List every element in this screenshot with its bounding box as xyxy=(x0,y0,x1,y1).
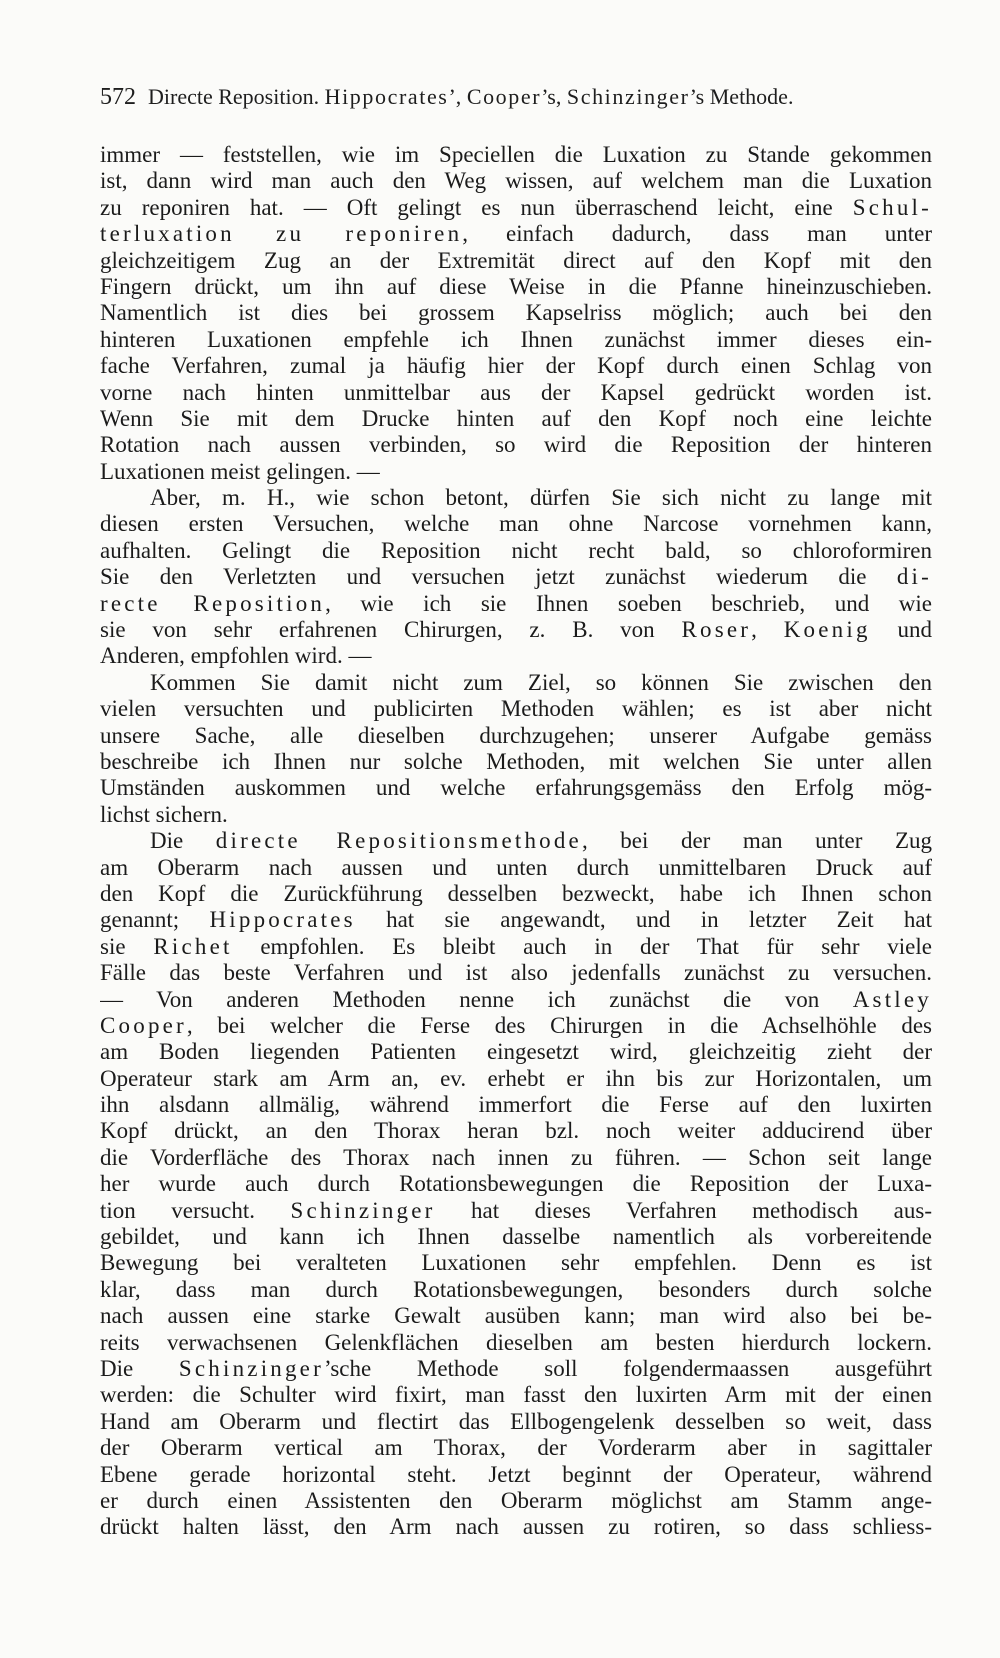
text-line xyxy=(100,459,932,485)
text-run: am Boden liegenden Patienten eingesetzt wird, gleichzeitig zieht der xyxy=(100,1039,932,1065)
spaced-emphasis: Richet xyxy=(153,933,233,959)
text-run: Sie den Verletzten und versuchen jetzt zunächst wiederum die xyxy=(100,564,897,590)
text-line xyxy=(100,907,932,933)
text-run: fache Verfahren, zumal ja häufig hier der Kopf durch einen Schlag von xyxy=(100,353,932,379)
text-run: drückt halten lässt, den Arm nach aussen zu rotiren, so dass schliess- xyxy=(100,1514,932,1540)
text-run: hinteren Luxationen empfehle ich Ihnen zunächst immer dieses ein- xyxy=(100,326,932,352)
header-segment: Cooper xyxy=(466,84,542,109)
text-run: , bei welcher die Ferse des Chirurgen in die Achselhöhle des xyxy=(186,1012,932,1038)
text-run: vielen versuchten und publicirten Methoden wählen; es ist aber nicht xyxy=(100,696,932,722)
text-line xyxy=(100,195,932,221)
text-line xyxy=(100,1488,932,1514)
text-run: Rotation nach aussen verbinden, so wird die Reposition der hinteren xyxy=(100,432,932,458)
spaced-emphasis: Cooper xyxy=(100,1012,187,1038)
text-run: — Von anderen Methoden nenne ich zunächst die von xyxy=(100,986,853,1012)
text-run: Operateur stark am Arm an, ev. erhebt er ihn bis zur Horizontalen, um xyxy=(100,1065,932,1091)
text-run: den Kopf die Zurückführung desselben bezweckt, habe ich Ihnen schon xyxy=(100,880,932,906)
text-run: , xyxy=(751,617,784,643)
text-run: unsere Sache, alle dieselben durchzugehen; unserer Aufgabe gemäss xyxy=(100,722,932,748)
text-line xyxy=(100,617,932,643)
text-line xyxy=(100,248,932,274)
text-line xyxy=(100,564,932,590)
text-line xyxy=(100,221,932,247)
header-segment: Hippocrates xyxy=(324,84,449,109)
text-line xyxy=(100,591,932,617)
text-line xyxy=(100,1330,932,1356)
text-run: der Oberarm vertical am Thorax, der Vorderarm aber in sagittaler xyxy=(100,1435,932,1461)
spaced-emphasis: recte Reposition xyxy=(100,590,326,616)
text-run: die Vorderfläche des Thorax nach innen zu führen. — Schon seit lange xyxy=(100,1144,932,1170)
text-run: , einfach dadurch, dass man unter xyxy=(462,221,932,247)
text-run: Die xyxy=(100,1355,179,1381)
text-line xyxy=(100,855,932,881)
text-run: tion versucht. xyxy=(100,1197,291,1223)
running-header xyxy=(100,82,915,112)
text-line xyxy=(100,142,932,168)
text-run: gebildet, und kann ich Ihnen dasselbe namentlich als vorbereitende xyxy=(100,1224,932,1250)
text-line xyxy=(100,1435,932,1461)
text-run: sie xyxy=(100,933,154,959)
spaced-emphasis: directe Repositionsmethode xyxy=(215,828,582,854)
text-run: hat sie angewandt, und in letzter Zeit hat xyxy=(355,907,932,933)
text-line xyxy=(100,327,932,353)
text-line xyxy=(100,432,932,458)
text-run: Die xyxy=(150,828,216,854)
spaced-emphasis: di- xyxy=(896,564,932,590)
text-line xyxy=(100,643,932,669)
text-run: aufhalten. Gelingt die Reposition nicht recht bald, so chloroformiren xyxy=(100,537,932,563)
text-line xyxy=(100,1462,932,1488)
text-run: Anderen, empfohlen wird. — xyxy=(100,643,372,669)
text-run: und xyxy=(870,617,932,643)
text-line xyxy=(100,1198,932,1224)
text-run: werden: die Schulter wird fixirt, man fasst den luxirten Arm mit der einen xyxy=(100,1382,932,1408)
text-run: nach aussen eine starke Gewalt ausüben kann; man wird also bei be- xyxy=(100,1303,932,1329)
text-line xyxy=(100,1303,932,1329)
text-run: genannt; xyxy=(100,907,210,933)
text-run: Ebene gerade horizontal steht. Jetzt beginnt der Operateur, während xyxy=(100,1461,932,1487)
header-segment: Schinzinger xyxy=(566,84,690,109)
text-line xyxy=(100,538,932,564)
text-line xyxy=(100,380,932,406)
spaced-emphasis: Koenig xyxy=(783,617,871,643)
running-title xyxy=(148,84,793,109)
text-line xyxy=(100,1514,932,1540)
text-run: zu reponiren hat. — Oft gelingt es nun überraschend leicht, eine xyxy=(100,194,853,220)
text-line xyxy=(100,934,932,960)
text-run: , bei der man unter Zug xyxy=(581,828,932,854)
text-line xyxy=(100,485,932,511)
text-run: Fingern drückt, um ihn auf diese Weise in die Pfanne hineinzuschieben. xyxy=(100,273,932,299)
text-line xyxy=(100,168,932,194)
text-line xyxy=(100,828,932,854)
spaced-emphasis: terluxation zu reponiren xyxy=(100,221,463,247)
text-line xyxy=(100,1118,932,1144)
text-run: er durch einen Assistenten den Oberarm möglichst am Stamm ange- xyxy=(100,1487,932,1513)
text-line xyxy=(100,274,932,300)
text-line xyxy=(100,300,932,326)
text-line xyxy=(100,1224,932,1250)
text-line xyxy=(100,802,932,828)
text-run: Umständen auskommen und welche erfahrungsgemäss den Erfolg mög- xyxy=(100,775,932,801)
text-line xyxy=(100,1356,932,1382)
text-run: ist, dann wird man auch den Weg wissen, auf welchem man die Luxation xyxy=(100,168,932,194)
text-line xyxy=(100,775,932,801)
text-run: Kopf drückt, an den Thorax heran bzl. noch weiter adducirend über xyxy=(100,1118,932,1144)
text-run: klar, dass man durch Rotationsbewegungen, besonders durch solche xyxy=(100,1276,932,1302)
text-run: empfohlen. Es bleibt auch in der That für sehr viele xyxy=(232,933,932,959)
text-line xyxy=(100,1250,932,1276)
spaced-emphasis: Schinzinger xyxy=(290,1197,436,1223)
text-run: her wurde auch durch Rotationsbewegungen die Reposition der Luxa- xyxy=(100,1171,932,1197)
text-run: am Oberarm nach aussen und unten durch unmittelbaren Druck auf xyxy=(100,854,932,880)
text-run: Wenn Sie mit dem Drucke hinten auf den Kopf noch eine leichte xyxy=(100,405,932,431)
text-run: Namentlich ist dies bei grossem Kapselriss möglich; auch bei den xyxy=(100,300,932,326)
body-text xyxy=(100,142,932,1541)
text-line xyxy=(100,406,932,432)
text-line xyxy=(100,1013,932,1039)
text-run: Aber, m. H., wie schon betont, dürfen Sie sich nicht zu lange mit xyxy=(150,485,932,511)
page-number: 572 xyxy=(100,84,136,110)
spaced-emphasis: Astley xyxy=(852,986,932,1012)
text-run: gleichzeitigem Zug an der Extremität direct auf den Kopf mit den xyxy=(100,247,932,273)
spaced-emphasis: Roser xyxy=(681,617,752,643)
text-run: immer — feststellen, wie im Speciellen die Luxation zu Stande gekommen xyxy=(100,142,932,167)
text-run: Luxationen meist gelingen. — xyxy=(100,458,380,484)
text-run: hat dieses Verfahren methodisch aus- xyxy=(435,1197,932,1223)
text-line xyxy=(100,353,932,379)
text-line xyxy=(100,1039,932,1065)
header-segment: Directe Reposition. xyxy=(148,84,325,109)
text-run: Fälle das beste Verfahren und ist also jedenfalls zunächst zu versuchen. xyxy=(100,960,932,986)
text-line xyxy=(100,987,932,1013)
text-line xyxy=(100,1066,932,1092)
spaced-emphasis: Schinzinger xyxy=(178,1355,324,1381)
text-line xyxy=(100,1171,932,1197)
text-line xyxy=(100,881,932,907)
text-run: diesen ersten Versuchen, welche man ohne Narcose vornehmen kann, xyxy=(100,511,932,537)
text-line xyxy=(100,1382,932,1408)
header-segment: ’s Methode. xyxy=(689,84,794,109)
text-run: reits verwachsenen Gelenkflächen dieselben am besten hierdurch lockern. xyxy=(100,1329,932,1355)
text-line xyxy=(100,749,932,775)
text-run: , wie ich sie Ihnen soeben beschrieb, und wie xyxy=(325,590,932,616)
text-line xyxy=(100,511,932,537)
text-run: ihn alsdann allmälig, während immerfort die Ferse auf den luxirten xyxy=(100,1092,932,1118)
spaced-emphasis: Schul- xyxy=(852,194,932,220)
text-run: Bewegung bei veralteten Luxationen sehr empfehlen. Denn es ist xyxy=(100,1250,932,1276)
text-run: sie von sehr erfahrenen Chirurgen, z. B. von xyxy=(100,617,682,643)
text-line xyxy=(100,723,932,749)
text-run: Kommen Sie damit nicht zum Ziel, so können Sie zwischen den xyxy=(150,669,932,695)
header-segment: ’s, xyxy=(541,84,567,109)
text-run: vorne nach hinten unmittelbar aus der Kapsel gedrückt worden ist. xyxy=(100,379,932,405)
header-segment: ’, xyxy=(448,84,467,109)
text-run: ’sche Methode soll folgendermaassen ausgeführt xyxy=(323,1355,932,1381)
text-run: Hand am Oberarm und flectirt das Ellbogengelenk desselben so weit, dass xyxy=(100,1408,932,1434)
text-line xyxy=(100,1145,932,1171)
text-line xyxy=(100,960,932,986)
text-line xyxy=(100,1277,932,1303)
text-line xyxy=(100,1409,932,1435)
spaced-emphasis: Hippocrates xyxy=(209,907,356,933)
text-line xyxy=(100,696,932,722)
text-run: lichst sichern. xyxy=(100,801,228,827)
text-run: beschreibe ich Ihnen nur solche Methoden, mit welchen Sie unter allen xyxy=(100,748,932,774)
text-line xyxy=(100,670,932,696)
text-line xyxy=(100,1092,932,1118)
